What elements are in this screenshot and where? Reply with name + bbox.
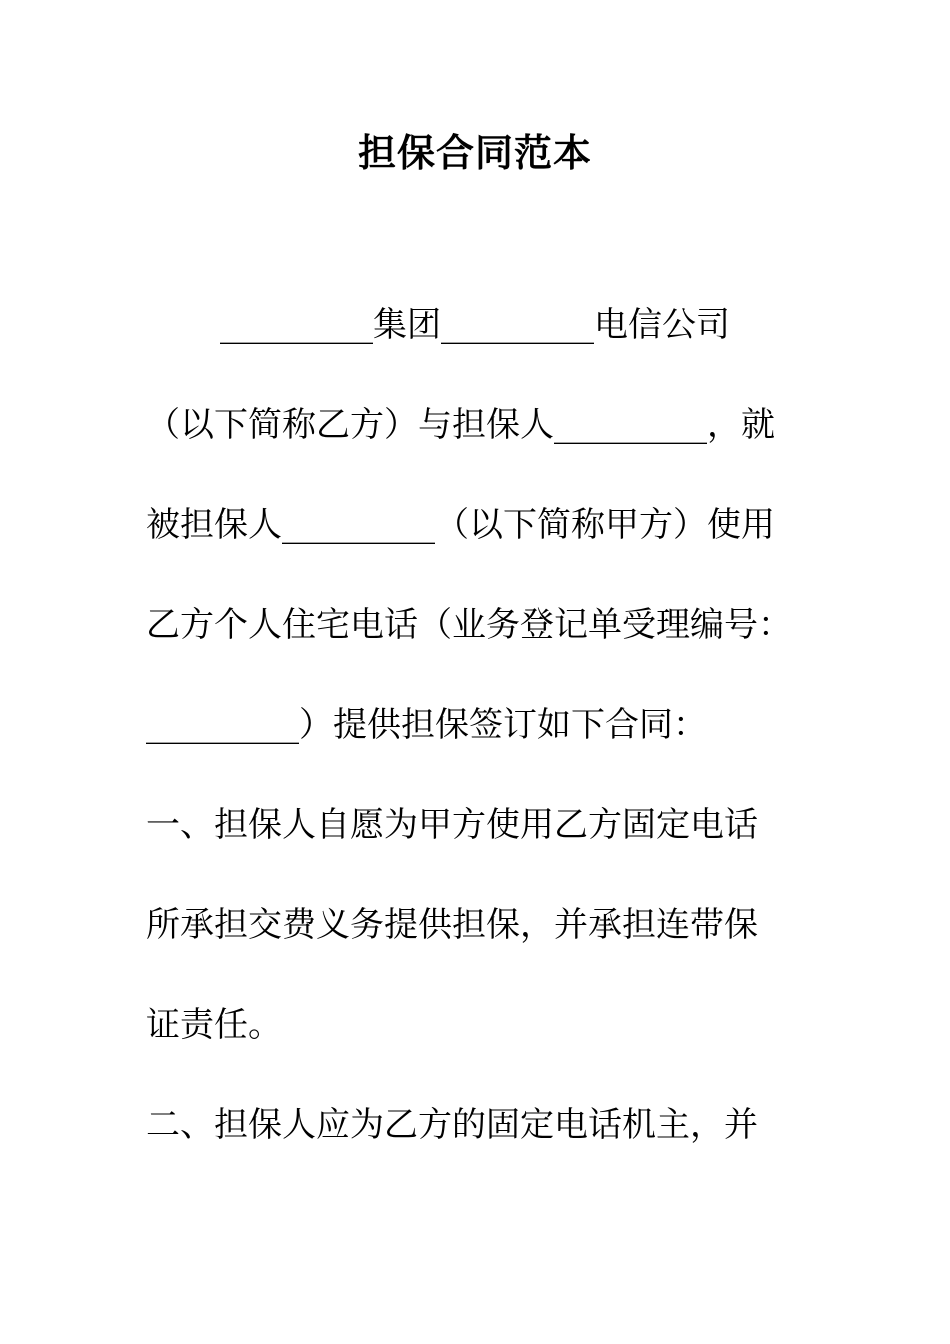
contract-line: _________集团_________电信公司 — [220, 305, 730, 345]
contract-line: 乙方个人住宅电话（业务登记单受理编号： — [146, 605, 792, 645]
contract-line: _________）提供担保签订如下合同： — [146, 705, 707, 745]
contract-line: （以下简称乙方）与担保人_________，就 — [146, 405, 775, 445]
clause-one-line: 证责任。 — [146, 1005, 282, 1045]
clause-one-line: 所承担交费义务提供担保，并承担连带保 — [146, 905, 758, 945]
clause-two-line: 二、担保人应为乙方的固定电话机主，并 — [146, 1105, 758, 1145]
contract-line: 被担保人_________（以下简称甲方）使用 — [146, 505, 775, 545]
document-title: 担保合同范本 — [357, 130, 592, 175]
clause-one-line: 一、担保人自愿为甲方使用乙方固定电话 — [146, 805, 758, 845]
